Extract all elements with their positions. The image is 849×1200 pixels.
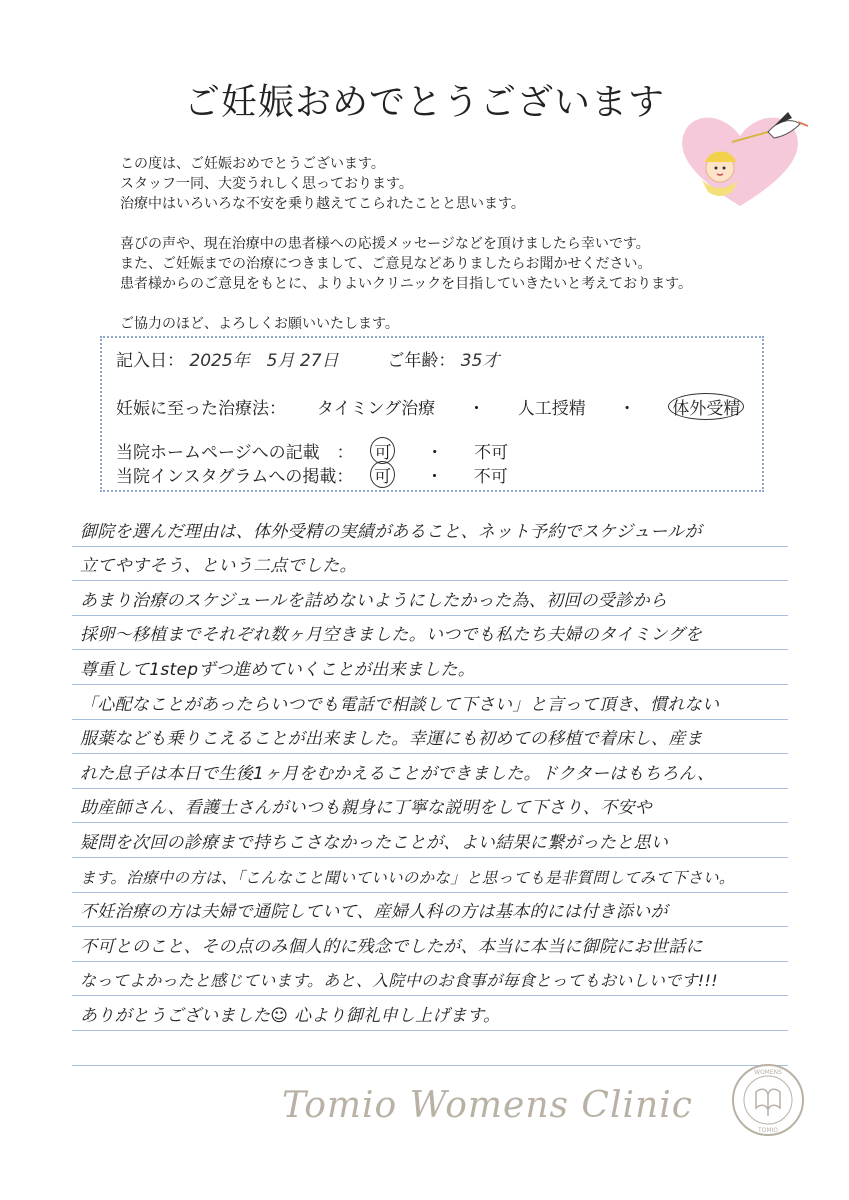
handwritten-message xyxy=(72,512,788,1066)
svg-text:WOMENS: WOMENS xyxy=(754,1069,782,1076)
method-option-ivf-selected: 体外受精 xyxy=(668,393,744,420)
message-line: れた息子は本日で生後1ヶ月をむかえることができました。ドクターはもちろん、 xyxy=(72,754,788,789)
message-line: 服薬なども乗りこえることが出来ました。幸運にも初めての移植で着床し、産ま xyxy=(72,720,788,755)
message-line: 不妊治療の方は夫婦で通院していて、産婦人科の方は基本的には付き添いが xyxy=(72,893,788,928)
method-option-aih: 人工授精 xyxy=(517,399,586,419)
intro-line: スタッフ一同、大変うれしく思っております。 xyxy=(120,176,413,192)
intro-line: 治療中はいろいろな不安を乗り越えてこられたことと思います。 xyxy=(120,196,525,212)
message-line: 不可とのこと、その点のみ個人的に残念でしたが、本当に本当に御院にお世話に xyxy=(72,927,788,962)
svg-text:TOMIO: TOMIO xyxy=(757,1127,779,1134)
age-value: 35才 xyxy=(460,351,500,371)
message-line: ます。治療中の方は、「こんなこと聞いていいのかな」と思っても是非質問してみて下さい。 xyxy=(72,858,788,893)
intro-line: ご協力のほど、よろしくお願いいたします。 xyxy=(120,316,399,332)
message-line: 御院を選んだ理由は、体外受精の実績があること、ネット予約でスケジュールが xyxy=(72,512,788,547)
intro-line: また、ご妊娠までの治療につきまして、ご意見などありましたらお聞かせください。 xyxy=(120,256,652,272)
clinic-logo-seal xyxy=(730,1062,806,1138)
separator: ・ xyxy=(467,399,485,419)
message-line: ありがとうございました☺ 心より御礼申し上げます。 xyxy=(72,996,788,1031)
homepage-consent-row xyxy=(116,437,508,464)
message-line: 助産師さん、看護士さんがいつも親身に丁寧な説明をして下さり、不安や xyxy=(72,789,788,824)
message-line: 「心配なことがあったらいつでも電話で相談して下さい」と言って頂き、慣れない xyxy=(72,685,788,720)
message-line xyxy=(72,1031,788,1066)
date-age-row xyxy=(116,346,499,371)
date-label: 記入日： xyxy=(116,351,184,371)
message-line: 疑問を次回の診療まで持ちこさなかったことが、よい結果に繋がったと思い xyxy=(72,823,788,858)
method-option-timing: タイミング治療 xyxy=(316,399,436,419)
separator: ・ xyxy=(426,443,444,463)
age-label: ご年齢： xyxy=(387,351,456,371)
method-label: 妊娠に至った治療法： xyxy=(116,399,286,419)
message-line: あまり治療のスケジュールを詰めないようにしたかった為、初回の受診から xyxy=(72,581,788,616)
clinic-brand-name: Tomio Womens Clinic xyxy=(282,1085,693,1126)
separator: ・ xyxy=(618,399,636,419)
insta-label: 当院インスタグラムへの掲載： xyxy=(116,467,354,487)
insta-ok-selected: 可 xyxy=(370,461,395,488)
message-line: なってよかったと感じています。あと、入院中のお食事が毎食とってもおいしいです!!! xyxy=(72,962,788,997)
treatment-method-row xyxy=(116,393,744,420)
intro-line: この度は、ご妊娠おめでとうございます。 xyxy=(120,156,385,172)
hp-ng: 不可 xyxy=(474,443,509,463)
message-line: 立てやすそう、という二点でした。 xyxy=(72,547,788,582)
instagram-consent-row xyxy=(116,461,508,488)
page-title: ご妊娠おめでとうございます xyxy=(183,82,665,123)
intro-line: 患者様からのご意見をもとに、よりよいクリニックを目指していきたいと考えております。 xyxy=(120,276,693,292)
intro-text xyxy=(120,154,692,334)
insta-ng: 不可 xyxy=(473,467,508,487)
message-line: 採卵～移植までそれぞれ数ヶ月空きました。いつでも私たち夫婦のタイミングを xyxy=(72,616,788,651)
date-value: 2025年 5月 27日 xyxy=(189,351,339,371)
hp-label: 当院ホームページへの記載 ： xyxy=(116,443,354,463)
hp-ok-selected: 可 xyxy=(370,437,395,464)
intro-line: 喜びの声や、現在治療中の患者様への応援メッセージなどを頂けましたら幸いです。 xyxy=(120,236,650,252)
message-line: 尊重して1stepずつ進めていくことが出来ました。 xyxy=(72,650,788,685)
separator: ・ xyxy=(425,467,443,487)
